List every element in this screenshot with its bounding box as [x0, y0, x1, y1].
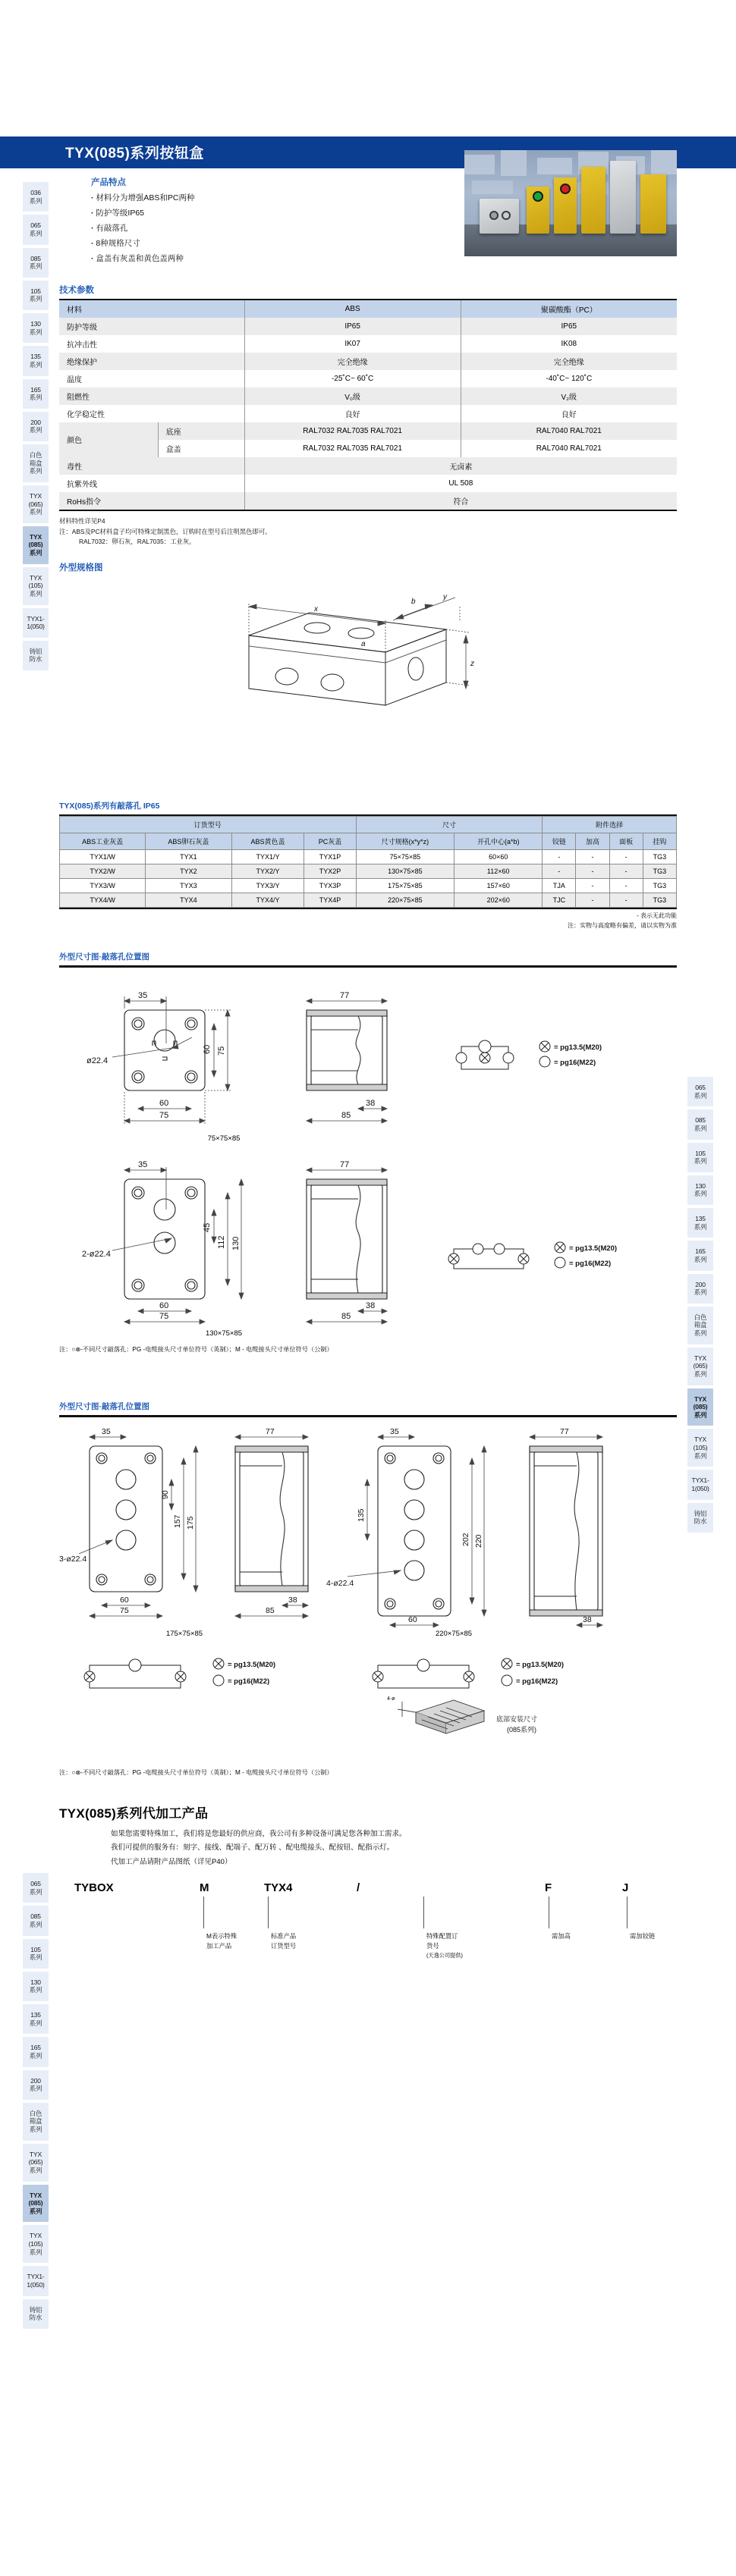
dims-b-title: 外型尺寸图·敲落孔位置图	[59, 1401, 149, 1411]
order-cell: TJA	[543, 879, 576, 893]
tech-value-pc: RAL7040 RAL7021	[461, 422, 677, 440]
order-note-2: 注：实物与高度略有偏差，请以实物为准	[568, 922, 677, 930]
legend-a2-pg16: = pg16(M22)	[569, 1259, 612, 1268]
side-tab-c-11[interactable]: TYX1- 1(050)	[23, 2266, 49, 2295]
side-tab-a-11[interactable]: TYX (105) 系列	[23, 567, 49, 605]
custom-para-1: 如果您需要特殊加工，我们将是您最好的供应商，我公司有多种设备可满足您各种加工需求。	[111, 1829, 407, 1838]
tech-label: 毒性	[59, 457, 244, 475]
tech-value-abs: RAL7032 RAL7035 RAL7021	[244, 422, 461, 440]
tech-value-abs: RAL7032 RAL7035 RAL7021	[244, 440, 461, 457]
side-tab-b-0[interactable]: 065 系列	[687, 1077, 713, 1106]
code-token-2: TYX4	[264, 1881, 293, 1895]
dim-a3-out-h: 75	[159, 1311, 169, 1321]
tech-value-abs: ABS	[244, 300, 461, 318]
dim-a1-out-h: 75	[159, 1110, 169, 1120]
tech-params-table	[59, 300, 677, 510]
tech-value-pc: 聚碳酸酯（PC）	[461, 300, 677, 318]
dim-b1-out-h: 75	[120, 1605, 129, 1615]
order-col-4: 尺寸规格(x*y*z)	[356, 833, 454, 850]
legend-b1-pg135: = pg13.5(M20)	[228, 1660, 276, 1669]
feature-item-4: · 盒盖有灰盖和黄色盖两种	[91, 252, 736, 267]
side-tab-c-10[interactable]: TYX (105) 系列	[23, 2225, 49, 2263]
order-cell: -	[609, 864, 643, 879]
order-group-2: 附件选择	[543, 817, 677, 833]
order-cell: TJC	[543, 893, 576, 908]
order-cell: -	[609, 893, 643, 908]
code-desc-2: 特殊配置订 货号 (天逸公司提供)	[426, 1932, 463, 1959]
order-cell: -	[543, 850, 576, 864]
side-tab-c-0[interactable]: 065 系列	[23, 1873, 49, 1903]
tech-label: 化学稳定性	[67, 410, 105, 419]
side-tab-b-5[interactable]: 165 系列	[687, 1241, 713, 1270]
dim-b3-hole: 4-ø22.4	[326, 1578, 354, 1588]
order-cell: -	[576, 879, 609, 893]
side-tab-c-7[interactable]: 白色 箱盒 系列	[23, 2103, 49, 2141]
order-cell: -	[576, 893, 609, 908]
code-token-0: TYBOX	[74, 1881, 114, 1895]
side-tab-column-right-b	[687, 1077, 713, 1533]
dim-b3-top: 35	[390, 1426, 399, 1436]
side-tab-b-11[interactable]: TYX1- 1(050)	[687, 1470, 713, 1499]
order-group-header-row	[60, 817, 677, 833]
order-note-1: - 表示无此功能	[637, 912, 677, 920]
dims-a-caption-2: 130×75×85	[205, 1329, 243, 1338]
legend-b1-pg16: = pg16(M22)	[228, 1677, 270, 1686]
side-tab-b-4[interactable]: 135 系列	[687, 1208, 713, 1238]
side-tab-b-6[interactable]: 200 系列	[687, 1274, 713, 1304]
features-title: 产品特点	[91, 178, 126, 187]
dim-b2-w: 77	[266, 1426, 275, 1436]
page-title-main: TYX(085)	[65, 146, 131, 162]
order-cell: 130×75×85	[356, 864, 454, 879]
dim-b1-v90: 90	[161, 1490, 170, 1499]
page-title-rest: 系列按钮盒	[130, 146, 204, 162]
dim-a1-out-v: 75	[217, 1046, 226, 1056]
product-photo	[464, 150, 677, 256]
side-tab-b-10[interactable]: TYX (105) 系列	[687, 1429, 713, 1467]
order-col-2: ABS黄色盖	[231, 833, 304, 850]
dim-b-label: b	[411, 598, 416, 607]
side-tab-a-3[interactable]: 105 系列	[23, 281, 49, 310]
feature-item-0: · 材料分为增强ABS和PC两种	[91, 191, 736, 206]
dim-b1-top: 35	[102, 1426, 111, 1436]
dim-a3-h112: 112	[217, 1235, 226, 1249]
dims-a-drawing-row1	[59, 974, 677, 1133]
order-cell: 157×60	[454, 879, 543, 893]
order-code-diagram	[59, 1881, 677, 1995]
legend-b2-pg16: = pg16(M22)	[516, 1677, 558, 1686]
order-col-8: 面板	[609, 833, 643, 850]
tech-value-pc: IP65	[461, 318, 677, 335]
tech-label: 抗冲击性	[67, 340, 97, 350]
dim-b3-h220: 220	[474, 1534, 483, 1548]
dim-b1-hole: 3-ø22.4	[59, 1554, 87, 1564]
tech-value-span: UL 508	[244, 475, 677, 492]
tech-label: 绝缘保护	[59, 353, 244, 370]
order-cell: -	[609, 879, 643, 893]
tech-params-section	[59, 284, 677, 548]
custom-title-rest: 系列代加工产品	[116, 1806, 209, 1821]
tech-value-span: 无卤素	[244, 457, 677, 475]
dims-a-title: 外型尺寸图·敲落孔位置图	[59, 952, 149, 962]
dim-a3-v45: 45	[203, 1222, 212, 1232]
order-cell: 75×75×85	[356, 850, 454, 864]
code-token-3: /	[357, 1881, 360, 1895]
tech-value-pc: -40˚C~ 120˚C	[461, 370, 677, 387]
tech-label: RoHs指令	[59, 492, 244, 510]
bracket-label-2: (085系列)	[507, 1725, 537, 1734]
order-cell: TYX3	[146, 879, 231, 893]
side-tab-b-9[interactable]: TYX (085) 系列	[687, 1388, 713, 1426]
tech-label: 颜色	[59, 422, 158, 457]
side-tab-b-8[interactable]: TYX (065) 系列	[687, 1348, 713, 1385]
dims-a-drawing-row2	[59, 1153, 677, 1328]
dim-z-label: z	[470, 660, 474, 669]
order-cell: 202×60	[454, 893, 543, 908]
side-tab-a-5[interactable]: 135 系列	[23, 346, 49, 375]
dims-b-caption-1: 175×75×85	[165, 1629, 203, 1638]
dim-b2-outer: 85	[266, 1605, 275, 1615]
order-table-section	[59, 800, 677, 931]
table-row	[60, 864, 677, 879]
side-tab-a-9[interactable]: TYX (065) 系列	[23, 485, 49, 523]
side-tab-a-10[interactable]: TYX (085) 系列	[23, 526, 49, 564]
order-cell: TYX1/Y	[231, 850, 304, 864]
table-row	[60, 893, 677, 908]
dim-b1-mid-h: 60	[120, 1595, 129, 1605]
side-tab-column-left-c	[23, 1873, 49, 2329]
tech-value-pc: 完全绝缘	[461, 353, 677, 370]
side-tab-b-1[interactable]: 085 系列	[687, 1109, 713, 1139]
tech-row	[59, 318, 677, 335]
bracket-label-1: 底部安装尺寸	[496, 1715, 538, 1723]
order-col-0: ABS工业灰盖	[60, 833, 146, 850]
code-desc-4: 需加铰链	[630, 1932, 656, 1941]
code-token-5: F	[545, 1881, 552, 1895]
order-cell: -	[543, 864, 576, 879]
order-cell: TYX1/W	[60, 850, 146, 864]
dim-a4-inner: 38	[366, 1301, 376, 1310]
order-cell: -	[576, 850, 609, 864]
order-table	[59, 816, 677, 908]
dims-section-a	[59, 951, 677, 1354]
tech-row	[59, 370, 677, 387]
dim-a3-hole: 2-ø22.4	[82, 1249, 111, 1259]
table-row	[60, 879, 677, 893]
dim-y-label: y	[443, 593, 447, 602]
code-desc-3: 需加高	[552, 1932, 571, 1941]
order-cell: TG3	[643, 879, 676, 893]
side-tab-a-8[interactable]: 白色 箱盒 系列	[23, 444, 49, 482]
tech-value-pc: V₂级	[461, 387, 677, 405]
tech-sublabel: 盒盖	[158, 440, 244, 457]
code-token-1: M	[200, 1881, 209, 1895]
side-tab-c-3[interactable]: 130 系列	[23, 1972, 49, 2001]
order-table-notes	[59, 911, 677, 931]
order-cell: TYX3/W	[60, 879, 146, 893]
tech-value-pc: 良好	[461, 405, 677, 422]
legend-a-pg16: = pg16(M22)	[554, 1058, 596, 1067]
dim-a1-mid-v: 60	[203, 1044, 212, 1054]
tech-note-3: RAL7032：卵石灰，RAL7035：工业灰。	[79, 538, 196, 546]
dim-a4-outer: 85	[341, 1311, 351, 1321]
code-leader-line-2	[423, 1897, 424, 1928]
order-cell: -	[576, 864, 609, 879]
tech-value-abs: 完全绝缘	[244, 353, 461, 370]
tech-value-abs: IK07	[244, 335, 461, 353]
order-cell: 175×75×85	[356, 879, 454, 893]
dim-a3-top: 35	[138, 1159, 148, 1169]
order-table-title: TYX(085)系列有敲落孔 IP65	[59, 802, 160, 811]
tech-label: 抗紫外线	[67, 480, 97, 489]
order-cell: TG3	[643, 850, 676, 864]
dim-b4-inner: 38	[583, 1614, 592, 1624]
order-cell: 112×60	[454, 864, 543, 879]
side-tab-a-7[interactable]: 200 系列	[23, 412, 49, 441]
dim-a1-mid-h: 60	[159, 1098, 169, 1108]
side-tab-b-7[interactable]: 白色 箱盒 系列	[687, 1307, 713, 1344]
tech-value-pc: RAL7040 RAL7021	[461, 440, 677, 457]
legend-a2-pg135: = pg13.5(M20)	[569, 1244, 618, 1253]
side-tab-a-6[interactable]: 165 系列	[23, 379, 49, 409]
dim-a-label: a	[361, 640, 366, 649]
tech-value-pc: IK08	[461, 335, 677, 353]
side-tab-a-4[interactable]: 130 系列	[23, 313, 49, 343]
side-tab-c-5[interactable]: 165 系列	[23, 2037, 49, 2066]
side-tab-b-2[interactable]: 105 系列	[687, 1143, 713, 1172]
tech-value-abs: 良好	[244, 405, 461, 422]
tech-value-abs: V₀级	[244, 387, 461, 405]
dim-a3-mid-h: 60	[159, 1301, 169, 1310]
tech-row	[59, 335, 677, 353]
tech-value-span: 符合	[244, 492, 677, 510]
feature-item-2: · 有敲落孔	[91, 221, 736, 237]
order-cell: TYX2P	[304, 864, 356, 879]
tech-row	[59, 387, 677, 405]
tech-row	[59, 457, 677, 475]
catalog-page	[0, 136, 736, 2322]
legend-b2-pg135: = pg13.5(M20)	[516, 1660, 565, 1669]
tech-note-2: 注：ABS及PC材料盒子均可特殊定制黑色，订购时在型号后注明黑色即可。	[59, 527, 272, 535]
order-col-3: PC灰盖	[304, 833, 356, 850]
tech-row	[59, 405, 677, 422]
side-tab-c-6[interactable]: 200 系列	[23, 2070, 49, 2100]
dim-a1-top: 35	[138, 990, 148, 1000]
custom-para-2: 我们可提供的服务有：刻字、接线、配端子、配万转 、配电缆接头、配按钮、配指示灯。	[111, 1843, 395, 1853]
tech-row	[59, 422, 677, 440]
svg-text:4-ø: 4-ø	[387, 1696, 395, 1702]
dim-b4-w: 77	[560, 1426, 569, 1436]
order-cell: TG3	[643, 893, 676, 908]
dim-a2-w: 77	[340, 990, 350, 1000]
code-desc-0: M表示特殊 加工产品	[206, 1932, 237, 1950]
tech-note-1: 材料特性详见P4	[59, 516, 105, 525]
side-tab-c-4[interactable]: 135 系列	[23, 2004, 49, 2034]
feature-item-1: · 防护等级IP65	[91, 206, 736, 221]
dims-b-drawing-row1	[59, 1425, 677, 1630]
dim-b3-mid-h: 60	[408, 1614, 417, 1624]
order-cell: TYX1P	[304, 850, 356, 864]
order-cell: 60×60	[454, 850, 543, 864]
order-cell: TYX2/W	[60, 864, 146, 879]
side-tab-column-left-a	[23, 182, 49, 670]
order-cell: -	[609, 850, 643, 864]
order-cell: TYX2/Y	[231, 864, 304, 879]
order-col-6: 铰链	[543, 833, 576, 850]
side-tab-c-8[interactable]: TYX (065) 系列	[23, 2144, 49, 2182]
dim-a2-outer: 85	[341, 1110, 351, 1120]
dim-a2-inner: 38	[366, 1098, 376, 1108]
side-tab-a-12[interactable]: TYX1- 1(050)	[23, 608, 49, 638]
order-cell: TYX3/Y	[231, 879, 304, 893]
order-col-1: ABS卵石灰盖	[146, 833, 231, 850]
dim-b2-inner: 38	[288, 1595, 297, 1605]
order-col-7: 加高	[576, 833, 609, 850]
order-cell: 220×75×85	[356, 893, 454, 908]
outline-3d-drawing	[59, 576, 677, 728]
dim-a4-w: 77	[340, 1159, 350, 1169]
order-cell: TYX1	[146, 850, 231, 864]
side-tab-c-2[interactable]: 105 系列	[23, 1939, 49, 1969]
tech-label: 材料	[59, 300, 244, 318]
tech-value-abs: IP65	[244, 318, 461, 335]
dim-b3-v135: 135	[357, 1508, 366, 1522]
dims-b-caption-2: 220×75×85	[435, 1629, 473, 1638]
custom-products-section	[59, 1803, 677, 1996]
dim-a3-h130: 130	[231, 1236, 241, 1250]
order-col-9: 挂钩	[643, 833, 676, 850]
order-col-5: 开孔中心(a*b)	[454, 833, 543, 850]
order-cell: TYX4	[146, 893, 231, 908]
dim-x-label: x	[314, 605, 318, 614]
code-leader-line-1	[268, 1897, 269, 1928]
side-tab-b-3[interactable]: 130 系列	[687, 1175, 713, 1205]
side-tab-a-0[interactable]: 036 系列	[23, 182, 49, 212]
code-token-6: J	[622, 1881, 629, 1895]
tech-label: 防护等级	[59, 318, 244, 335]
dims-section-b	[59, 1401, 677, 1777]
outline-spec-section	[59, 561, 677, 728]
order-group-0: 订货型号	[60, 817, 357, 833]
code-desc-1: 标准产品 订货型号	[271, 1932, 297, 1950]
outline-spec-title: 外型规格图	[59, 563, 103, 573]
tech-sublabel: 底座	[158, 422, 244, 440]
order-cell: TYX3P	[304, 879, 356, 893]
side-tab-c-9[interactable]: TYX (085) 系列	[23, 2185, 49, 2223]
order-cell: TYX4/Y	[231, 893, 304, 908]
side-tab-b-12[interactable]: 铸铝 防水	[687, 1503, 713, 1533]
side-tab-a-2[interactable]: 085 系列	[23, 248, 49, 278]
dims-b-legend-row	[59, 1647, 677, 1753]
side-tab-c-1[interactable]: 085 系列	[23, 1906, 49, 1935]
order-column-header-row	[60, 833, 677, 850]
tech-row	[59, 300, 677, 318]
tech-row	[59, 475, 677, 492]
order-group-1: 尺寸	[356, 817, 543, 833]
order-cell: TG3	[643, 864, 676, 879]
table-row	[60, 850, 677, 864]
code-leader-line-0	[203, 1897, 204, 1928]
tech-label: 温度	[67, 375, 82, 384]
side-tab-a-13[interactable]: 铸铝 防水	[23, 641, 49, 670]
tech-value-abs: -25˚C~ 60˚C	[244, 370, 461, 387]
tech-notes	[59, 516, 677, 548]
dim-b1-h175: 175	[186, 1516, 195, 1530]
feature-item-3: · 8种规格尺寸	[91, 237, 736, 252]
tech-label: 阻燃性	[59, 387, 244, 405]
dims-b-footnote: 注：○⊗-不同尺寸敲落孔：PG -电缆接头尺寸单位符号（英制）；M - 电缆接头尺寸单位符号（公制）	[59, 1768, 333, 1776]
custom-title	[59, 1803, 677, 1821]
tech-row	[59, 492, 677, 510]
order-cell: TYX2	[146, 864, 231, 879]
custom-para-3: 代加工产品请附产品图纸（详见P40）	[111, 1857, 232, 1866]
order-cell: TYX4P	[304, 893, 356, 908]
side-tab-a-1[interactable]: 065 系列	[23, 215, 49, 244]
custom-title-main: TYX(085)	[59, 1806, 117, 1821]
order-cell: TYX4/W	[60, 893, 146, 908]
dim-a1-hole: ø22.4	[86, 1056, 109, 1065]
legend-a-pg135: = pg13.5(M20)	[554, 1043, 602, 1052]
tech-row	[59, 353, 677, 370]
dim-b3-h202: 202	[461, 1533, 470, 1546]
dim-b1-h157: 157	[173, 1514, 182, 1528]
side-tab-c-12[interactable]: 铸铝 防水	[23, 2299, 49, 2329]
dims-a-footnote: 注：○⊗-不同尺寸敲落孔：PG -电缆接头尺寸单位符号（英制）；M - 电缆接头尺寸单位符号（公制）	[59, 1345, 333, 1353]
tech-params-title: 技术参数	[59, 285, 94, 295]
dims-a-caption-1: 75×75×85	[207, 1134, 241, 1143]
